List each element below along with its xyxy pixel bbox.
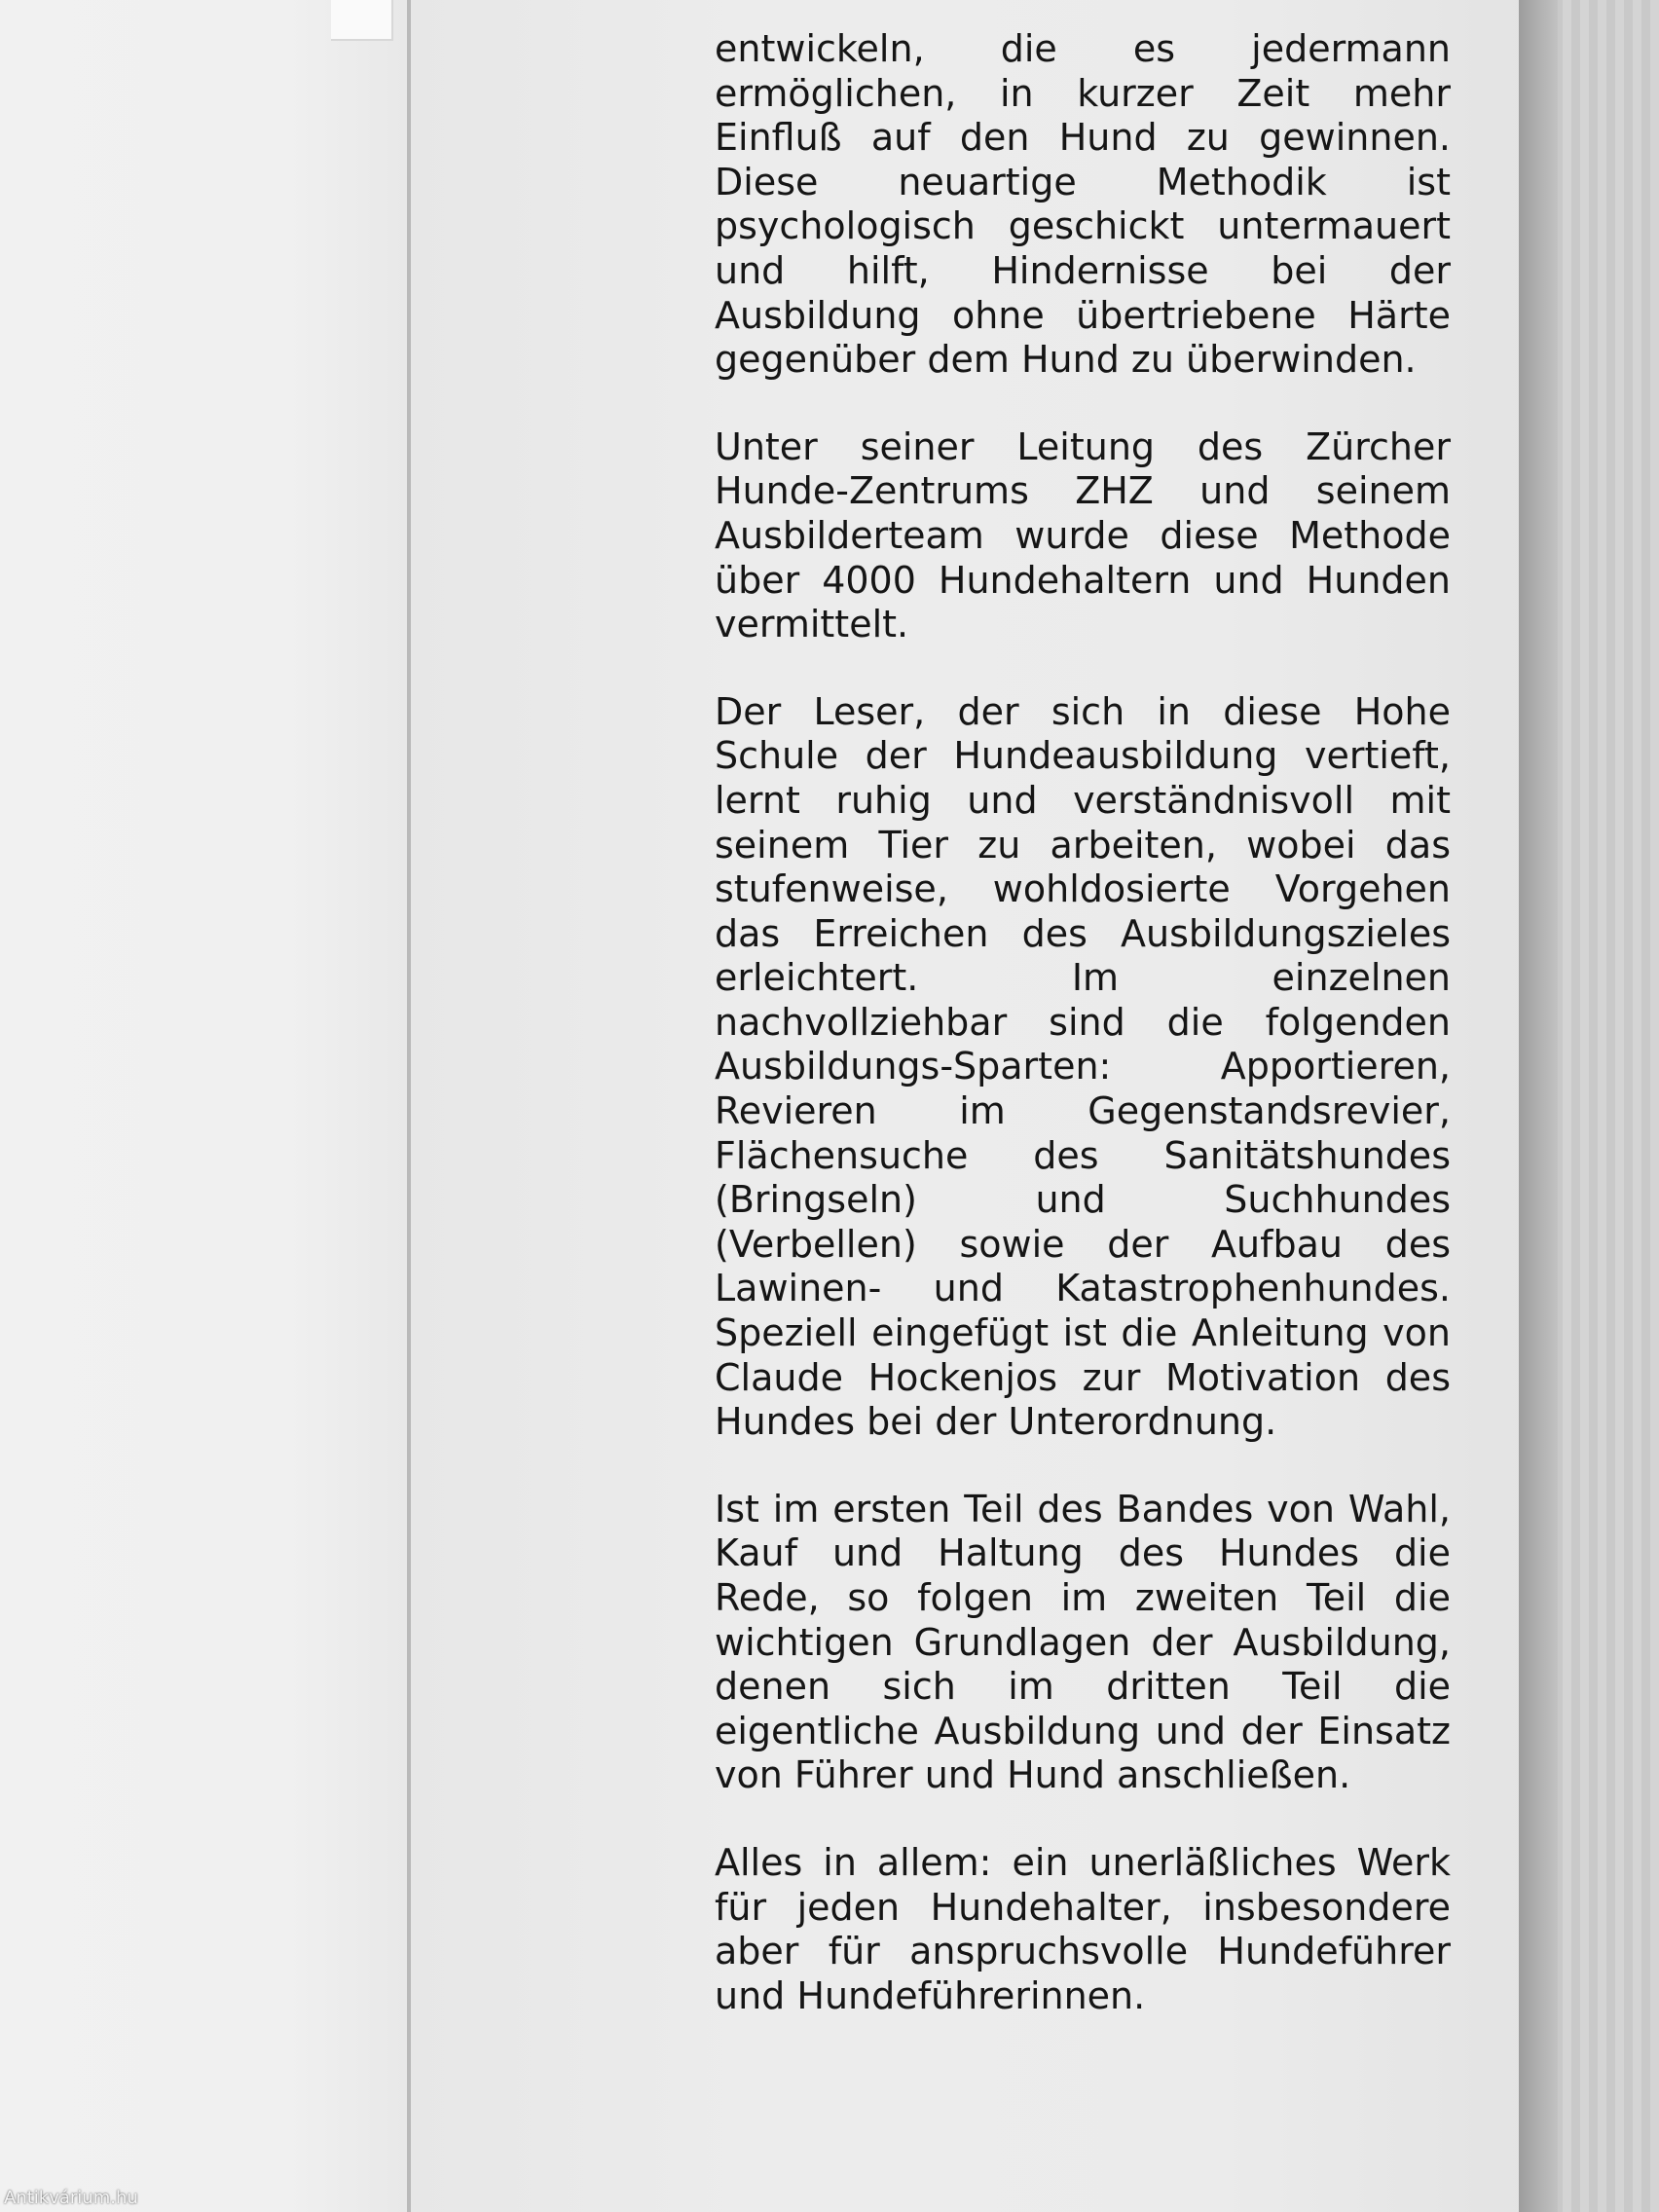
watermark: Antikvárium.hu — [4, 2188, 138, 2208]
blurb-text — [715, 27, 1451, 2061]
paragraph-4: Ist im ersten Teil des Bandes von Wahl, Kauf und Haltung des Hundes die Rede, so folgen im zweiten Teil die wichtigen Grundlagen der Ausbildung, denen sich im dritten Teil die eigentliche Ausbildung und der Einsatz von Führer und Hund anschließen. — [715, 1487, 1451, 1797]
paragraph-2: Unter seiner Leitung des Zürcher Hunde-Zentrums ZHZ und seinem Ausbilderteam wurde diese Methode über 4000 Hundehaltern und Hunden vermittelt. — [715, 424, 1451, 646]
page-edge-shadow — [1519, 0, 1558, 2212]
left-page-corner — [331, 0, 393, 41]
paragraph-1: entwickeln, die es jedermann ermöglichen, in kurzer Zeit mehr Einfluß auf den Hund zu gewinnen. Diese neuartige Methodik ist psychologisch geschickt untermauert und hilft, Hindernisse bei der Ausbildung ohne übertriebene Härte gegenüber dem Hund zu überwinden. — [715, 27, 1451, 382]
left-page — [0, 0, 409, 2212]
paragraph-3: Der Leser, der sich in diese Hohe Schule der Hundeausbildung vertieft, lernt ruhig und verständnisvoll mit seinem Tier zu arbeiten, wobei das stufenweise, wohldosierte Vorgehen das Erreichen des Ausbildungszieles erleichtert. Im einzelnen nachvollziehbar sind die folgenden Ausbildungs-Sparten: Apportieren, Revieren im Gegenstandsrevier, Flächensuche des Sanitätshundes (Bringseln) und Suchhundes (Verbellen) sowie der Aufbau des Lawinen- und Katastrophenhundes. Speziell eingefügt ist die Anleitung von Claude Hockenjos zur Motivation des Hundes bei der Unterordnung. — [715, 689, 1451, 1444]
paragraph-5: Alles in allem: ein unerläßliches Werk für jeden Hundehalter, insbesondere aber für anspruchsvolle Hundeführer und Hundeführerinnen. — [715, 1840, 1451, 2017]
